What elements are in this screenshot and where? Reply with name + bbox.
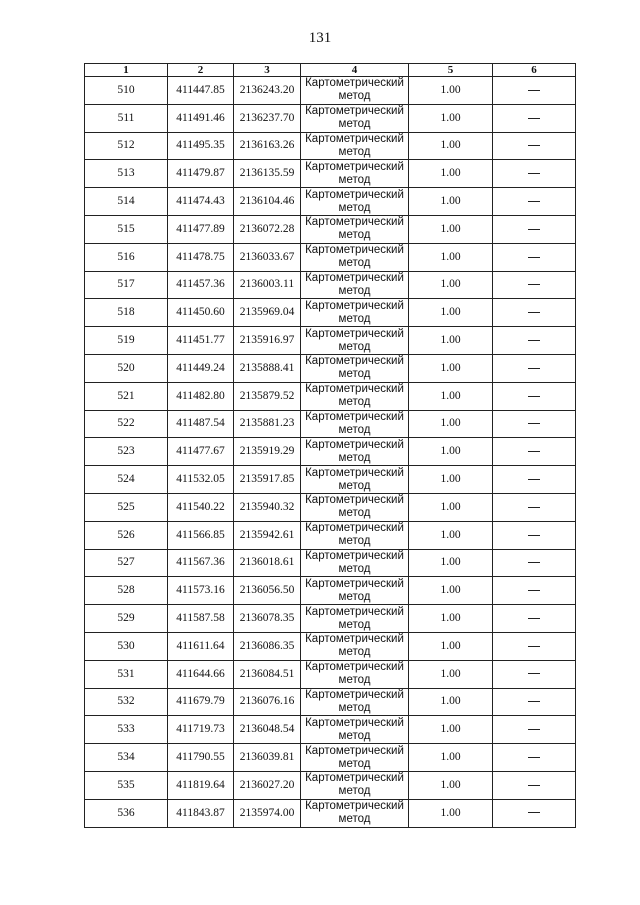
dash-mark (528, 562, 540, 563)
x-coordinate-cell: 411611.64 (168, 632, 234, 660)
method-line-1: Картометрический (305, 299, 404, 312)
method-line-2: метод (338, 674, 371, 687)
accuracy-cell: 1.00 (409, 327, 493, 355)
point-number-cell: 533 (85, 716, 168, 744)
accuracy-cell: 1.00 (409, 466, 493, 494)
point-number-cell: 526 (85, 521, 168, 549)
method-line-1: Картометрический (305, 132, 404, 145)
table-row (85, 660, 576, 688)
y-coordinate-cell: 2136056.50 (234, 577, 301, 605)
method-line-2: метод (338, 340, 371, 353)
point-number-cell: 525 (85, 493, 168, 521)
description-cell (493, 799, 576, 827)
method-line-1: Картометрический (305, 577, 404, 590)
y-coordinate-cell: 2135942.61 (234, 521, 301, 549)
description-cell (493, 466, 576, 494)
method-cell (301, 215, 409, 243)
y-coordinate-cell: 2136076.16 (234, 688, 301, 716)
dash-mark (528, 284, 540, 285)
point-number-cell: 523 (85, 438, 168, 466)
page-number: 131 (308, 30, 332, 46)
x-coordinate-cell: 411644.66 (168, 660, 234, 688)
method-line-2: метод (338, 173, 371, 186)
description-cell (493, 438, 576, 466)
method-cell (301, 104, 409, 132)
y-coordinate-cell: 2136104.46 (234, 188, 301, 216)
dash-mark (528, 590, 540, 591)
method-line-1: Картометрический (305, 105, 404, 118)
table-row (85, 744, 576, 772)
table-row (85, 799, 576, 827)
description-cell (493, 160, 576, 188)
point-number-cell: 535 (85, 771, 168, 799)
method-line-1: Картометрический (305, 772, 404, 785)
method-cell (301, 382, 409, 410)
header-cell: 5 (409, 64, 493, 77)
accuracy-cell: 1.00 (409, 299, 493, 327)
method-cell (301, 549, 409, 577)
dash-mark (528, 173, 540, 174)
description-cell (493, 354, 576, 382)
point-number-cell: 524 (85, 466, 168, 494)
point-number-cell: 515 (85, 215, 168, 243)
accuracy-cell: 1.00 (409, 410, 493, 438)
accuracy-cell: 1.00 (409, 132, 493, 160)
x-coordinate-cell: 411451.77 (168, 327, 234, 355)
description-cell (493, 104, 576, 132)
method-line-1: Картометрический (305, 355, 404, 368)
table-row (85, 104, 576, 132)
method-cell (301, 160, 409, 188)
method-line-2: метод (338, 90, 371, 103)
method-cell (301, 521, 409, 549)
dash-mark (528, 535, 540, 536)
point-number-cell: 529 (85, 605, 168, 633)
y-coordinate-cell: 2135879.52 (234, 382, 301, 410)
y-coordinate-cell: 2136243.20 (234, 77, 301, 105)
x-coordinate-cell: 411491.46 (168, 104, 234, 132)
y-coordinate-cell: 2136018.61 (234, 549, 301, 577)
method-line-1: Картометрический (305, 438, 404, 451)
header-cell: 6 (493, 64, 576, 77)
accuracy-cell: 1.00 (409, 382, 493, 410)
accuracy-cell: 1.00 (409, 549, 493, 577)
y-coordinate-cell: 2136163.26 (234, 132, 301, 160)
x-coordinate-cell: 411495.35 (168, 132, 234, 160)
x-coordinate-cell: 411487.54 (168, 410, 234, 438)
method-cell (301, 605, 409, 633)
method-line-1: Картометрический (305, 271, 404, 284)
point-number-cell: 534 (85, 744, 168, 772)
header-cell: 4 (301, 64, 409, 77)
description-cell (493, 243, 576, 271)
method-cell (301, 77, 409, 105)
y-coordinate-cell: 2136237.70 (234, 104, 301, 132)
method-line-1: Картометрический (305, 188, 404, 201)
point-number-cell: 512 (85, 132, 168, 160)
table-row (85, 521, 576, 549)
method-line-1: Картометрический (305, 327, 404, 340)
coordinates-table (84, 63, 576, 828)
description-cell (493, 188, 576, 216)
point-number-cell: 518 (85, 299, 168, 327)
method-line-2: метод (338, 590, 371, 603)
method-cell (301, 744, 409, 772)
dash-mark (528, 701, 540, 702)
dash-mark (528, 479, 540, 480)
method-line-2: метод (338, 145, 371, 158)
method-line-1: Картометрический (305, 633, 404, 646)
x-coordinate-cell: 411477.67 (168, 438, 234, 466)
description-cell (493, 716, 576, 744)
point-number-cell: 520 (85, 354, 168, 382)
y-coordinate-cell: 2135917.85 (234, 466, 301, 494)
y-coordinate-cell: 2136086.35 (234, 632, 301, 660)
x-coordinate-cell: 411482.80 (168, 382, 234, 410)
method-line-1: Картометрический (305, 522, 404, 535)
dash-mark (528, 812, 540, 813)
header-cell: 3 (234, 64, 301, 77)
table-row (85, 327, 576, 355)
x-coordinate-cell: 411457.36 (168, 271, 234, 299)
y-coordinate-cell: 2136135.59 (234, 160, 301, 188)
table-row (85, 466, 576, 494)
accuracy-cell: 1.00 (409, 688, 493, 716)
dash-mark (528, 451, 540, 452)
method-cell (301, 271, 409, 299)
method-line-2: метод (338, 451, 371, 464)
point-number-cell: 527 (85, 549, 168, 577)
table-row (85, 243, 576, 271)
method-line-2: метод (338, 701, 371, 714)
accuracy-cell: 1.00 (409, 660, 493, 688)
x-coordinate-cell: 411679.79 (168, 688, 234, 716)
point-number-cell: 513 (85, 160, 168, 188)
method-line-2: метод (338, 284, 371, 297)
method-line-1: Картометрический (305, 383, 404, 396)
y-coordinate-cell: 2135916.97 (234, 327, 301, 355)
table-row (85, 493, 576, 521)
method-line-1: Картометрический (305, 716, 404, 729)
description-cell (493, 299, 576, 327)
point-number-cell: 522 (85, 410, 168, 438)
method-line-1: Картометрический (305, 410, 404, 423)
y-coordinate-cell: 2136084.51 (234, 660, 301, 688)
table-header-row (85, 64, 576, 77)
table-row (85, 188, 576, 216)
table-row (85, 132, 576, 160)
x-coordinate-cell: 411532.05 (168, 466, 234, 494)
method-line-2: метод (338, 813, 371, 826)
method-cell (301, 632, 409, 660)
accuracy-cell: 1.00 (409, 438, 493, 466)
y-coordinate-cell: 2136003.11 (234, 271, 301, 299)
description-cell (493, 744, 576, 772)
description-cell (493, 549, 576, 577)
table-row (85, 716, 576, 744)
x-coordinate-cell: 411477.89 (168, 215, 234, 243)
point-number-cell: 530 (85, 632, 168, 660)
description-cell (493, 382, 576, 410)
method-cell (301, 493, 409, 521)
x-coordinate-cell: 411447.85 (168, 77, 234, 105)
description-cell (493, 632, 576, 660)
x-coordinate-cell: 411566.85 (168, 521, 234, 549)
dash-mark (528, 729, 540, 730)
dash-mark (528, 145, 540, 146)
y-coordinate-cell: 2135940.32 (234, 493, 301, 521)
accuracy-cell: 1.00 (409, 243, 493, 271)
method-line-1: Картометрический (305, 216, 404, 229)
y-coordinate-cell: 2136033.67 (234, 243, 301, 271)
method-line-2: метод (338, 535, 371, 548)
point-number-cell: 532 (85, 688, 168, 716)
dash-mark (528, 423, 540, 424)
method-line-1: Картометрический (305, 744, 404, 757)
accuracy-cell: 1.00 (409, 744, 493, 772)
dash-mark (528, 646, 540, 647)
method-line-2: метод (338, 562, 371, 575)
method-cell (301, 299, 409, 327)
y-coordinate-cell: 2135919.29 (234, 438, 301, 466)
accuracy-cell: 1.00 (409, 771, 493, 799)
description-cell (493, 605, 576, 633)
table-row (85, 299, 576, 327)
method-line-2: метод (338, 368, 371, 381)
table-row (85, 160, 576, 188)
x-coordinate-cell: 411478.75 (168, 243, 234, 271)
table-row (85, 549, 576, 577)
method-cell (301, 799, 409, 827)
method-line-2: метод (338, 785, 371, 798)
dash-mark (528, 396, 540, 397)
point-number-cell: 511 (85, 104, 168, 132)
description-cell (493, 660, 576, 688)
description-cell (493, 77, 576, 105)
method-line-2: метод (338, 312, 371, 325)
dash-mark (528, 340, 540, 341)
method-cell (301, 132, 409, 160)
method-line-2: метод (338, 618, 371, 631)
dash-mark (528, 90, 540, 91)
header-cell: 2 (168, 64, 234, 77)
method-line-1: Картометрический (305, 800, 404, 813)
description-cell (493, 688, 576, 716)
y-coordinate-cell: 2136039.81 (234, 744, 301, 772)
method-line-1: Картометрический (305, 661, 404, 674)
accuracy-cell: 1.00 (409, 605, 493, 633)
y-coordinate-cell: 2136072.28 (234, 215, 301, 243)
y-coordinate-cell: 2136027.20 (234, 771, 301, 799)
description-cell (493, 577, 576, 605)
point-number-cell: 510 (85, 77, 168, 105)
method-line-1: Картометрический (305, 549, 404, 562)
method-line-1: Картометрический (305, 605, 404, 618)
dash-mark (528, 368, 540, 369)
table-row (85, 771, 576, 799)
x-coordinate-cell: 411540.22 (168, 493, 234, 521)
method-line-1: Картометрический (305, 160, 404, 173)
header-cell: 1 (85, 64, 168, 77)
x-coordinate-cell: 411719.73 (168, 716, 234, 744)
method-cell (301, 410, 409, 438)
description-cell (493, 771, 576, 799)
y-coordinate-cell: 2135969.04 (234, 299, 301, 327)
table-row (85, 215, 576, 243)
method-cell (301, 577, 409, 605)
method-cell (301, 660, 409, 688)
method-line-2: метод (338, 257, 371, 270)
accuracy-cell: 1.00 (409, 188, 493, 216)
dash-mark (528, 118, 540, 119)
point-number-cell: 536 (85, 799, 168, 827)
point-number-cell: 519 (85, 327, 168, 355)
description-cell (493, 271, 576, 299)
accuracy-cell: 1.00 (409, 160, 493, 188)
x-coordinate-cell: 411567.36 (168, 549, 234, 577)
description-cell (493, 215, 576, 243)
table-row (85, 77, 576, 105)
method-line-2: метод (338, 396, 371, 409)
accuracy-cell: 1.00 (409, 493, 493, 521)
description-cell (493, 521, 576, 549)
x-coordinate-cell: 411819.64 (168, 771, 234, 799)
point-number-cell: 521 (85, 382, 168, 410)
accuracy-cell: 1.00 (409, 716, 493, 744)
point-number-cell: 528 (85, 577, 168, 605)
description-cell (493, 327, 576, 355)
method-cell (301, 438, 409, 466)
point-number-cell: 531 (85, 660, 168, 688)
method-cell (301, 327, 409, 355)
method-cell (301, 354, 409, 382)
method-cell (301, 466, 409, 494)
description-cell (493, 493, 576, 521)
dash-mark (528, 229, 540, 230)
x-coordinate-cell: 411479.87 (168, 160, 234, 188)
accuracy-cell: 1.00 (409, 521, 493, 549)
y-coordinate-cell: 2135888.41 (234, 354, 301, 382)
method-line-2: метод (338, 507, 371, 520)
y-coordinate-cell: 2135881.23 (234, 410, 301, 438)
point-number-cell: 514 (85, 188, 168, 216)
accuracy-cell: 1.00 (409, 632, 493, 660)
x-coordinate-cell: 411573.16 (168, 577, 234, 605)
description-cell (493, 132, 576, 160)
accuracy-cell: 1.00 (409, 77, 493, 105)
method-line-2: метод (338, 479, 371, 492)
accuracy-cell: 1.00 (409, 354, 493, 382)
table-row (85, 632, 576, 660)
method-cell (301, 716, 409, 744)
y-coordinate-cell: 2136048.54 (234, 716, 301, 744)
dash-mark (528, 785, 540, 786)
dash-mark (528, 673, 540, 674)
x-coordinate-cell: 411843.87 (168, 799, 234, 827)
method-line-2: метод (338, 757, 371, 770)
y-coordinate-cell: 2136078.35 (234, 605, 301, 633)
dash-mark (528, 312, 540, 313)
method-line-2: метод (338, 229, 371, 242)
dash-mark (528, 201, 540, 202)
table-row (85, 271, 576, 299)
method-line-1: Картометрический (305, 494, 404, 507)
method-line-1: Картометрический (305, 244, 404, 257)
method-line-1: Картометрический (305, 77, 404, 90)
method-line-1: Картометрический (305, 688, 404, 701)
method-line-2: метод (338, 729, 371, 742)
x-coordinate-cell: 411450.60 (168, 299, 234, 327)
accuracy-cell: 1.00 (409, 577, 493, 605)
x-coordinate-cell: 411449.24 (168, 354, 234, 382)
method-cell (301, 688, 409, 716)
x-coordinate-cell: 411790.55 (168, 744, 234, 772)
method-line-2: метод (338, 201, 371, 214)
method-line-1: Картометрический (305, 466, 404, 479)
point-number-cell: 516 (85, 243, 168, 271)
description-cell (493, 410, 576, 438)
accuracy-cell: 1.00 (409, 799, 493, 827)
table-row (85, 382, 576, 410)
point-number-cell: 517 (85, 271, 168, 299)
x-coordinate-cell: 411474.43 (168, 188, 234, 216)
table-row (85, 410, 576, 438)
method-cell (301, 771, 409, 799)
table-row (85, 688, 576, 716)
method-cell (301, 188, 409, 216)
accuracy-cell: 1.00 (409, 215, 493, 243)
table-row (85, 354, 576, 382)
method-line-2: метод (338, 118, 371, 131)
accuracy-cell: 1.00 (409, 104, 493, 132)
dash-mark (528, 618, 540, 619)
y-coordinate-cell: 2135974.00 (234, 799, 301, 827)
table-row (85, 438, 576, 466)
dash-mark (528, 507, 540, 508)
method-cell (301, 243, 409, 271)
accuracy-cell: 1.00 (409, 271, 493, 299)
method-line-2: метод (338, 423, 371, 436)
method-line-2: метод (338, 646, 371, 659)
dash-mark (528, 257, 540, 258)
table-row (85, 577, 576, 605)
dash-mark (528, 757, 540, 758)
x-coordinate-cell: 411587.58 (168, 605, 234, 633)
table-row (85, 605, 576, 633)
